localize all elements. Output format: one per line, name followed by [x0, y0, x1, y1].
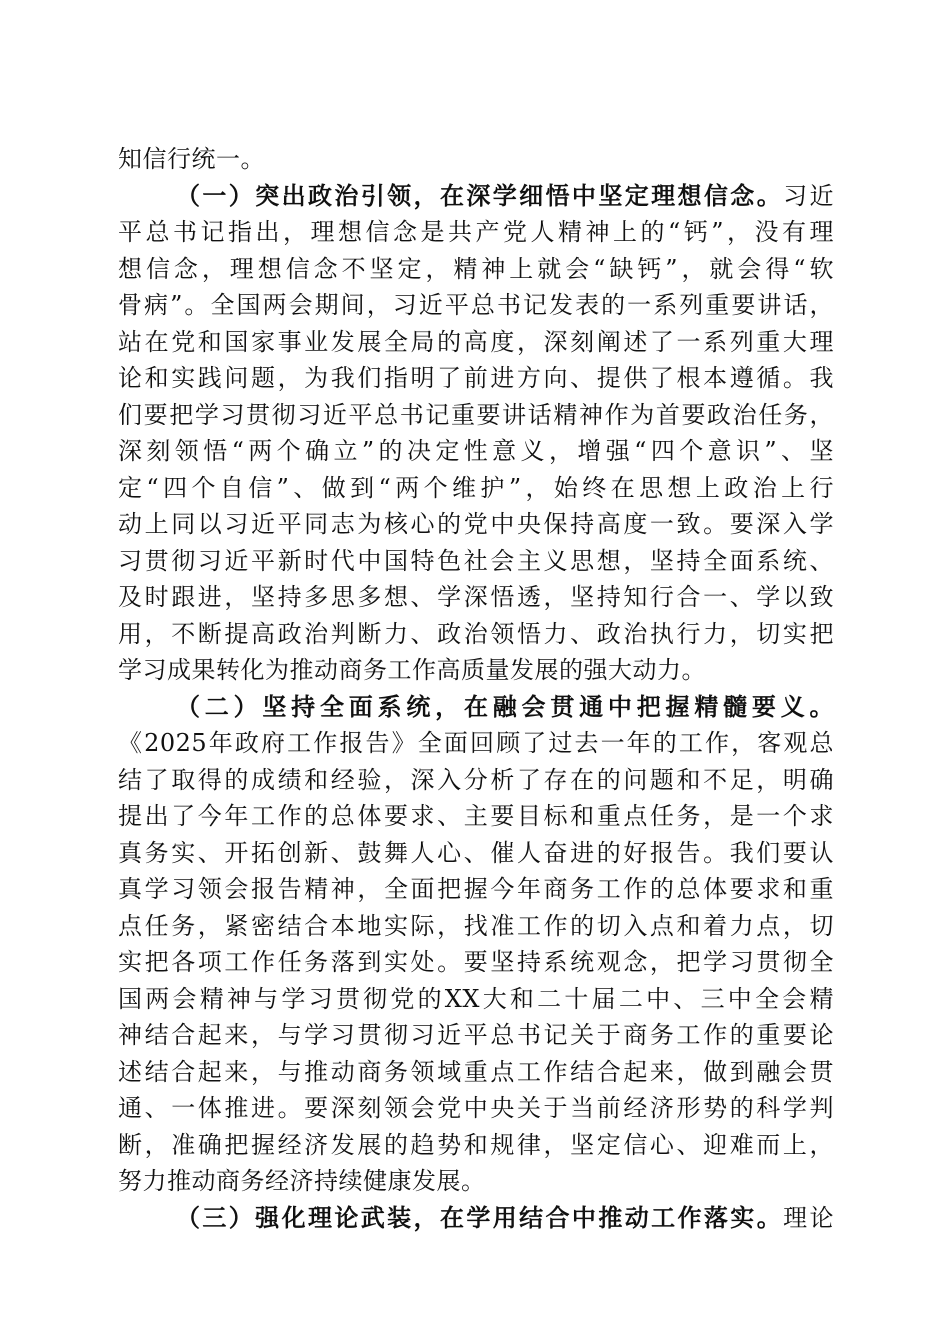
text-line: 实把各项工作任务落到实处。要坚持系统观念，把学习贯彻全 — [118, 948, 834, 976]
text-line: 努力推动商务经济持续健康发展。 — [118, 1167, 486, 1195]
text-line: 用，不断提高政治判断力、政治领悟力、政治执行力，切实把 — [118, 619, 834, 648]
text-line: 知信行统一。 — [118, 145, 265, 173]
text-line: 及时跟进，坚持多思多想、学深悟透，坚持知行合一、学以致 — [118, 583, 834, 611]
heading-line — [118, 1200, 834, 1237]
text-line: 深刻领悟“两个确立”的决定性意义，增强“四个意识”、坚 — [118, 437, 834, 465]
text-line: 提出了今年工作的总体要求、主要目标和重点任务，是一个求 — [118, 802, 834, 830]
text-line: 们要把学习贯彻习近平总书记重要讲话精神作为首要政治任务， — [118, 400, 834, 429]
text-span: 理论 — [783, 1203, 835, 1232]
text-line: 述结合起来，与推动商务领域重点工作结合起来，做到融会贯 — [118, 1057, 834, 1086]
text-line: 想信念，理想信念不坚定，精神上就会“缺钙”，就会得“软 — [118, 254, 834, 283]
text-line: 真务实、开拓创新、鼓舞人心、催人奋进的好报告。我们要认 — [118, 838, 834, 867]
section-heading: （三）强化理论武装，在学用结合中推动工作落实。 — [176, 1202, 784, 1232]
section-heading: （二）坚持全面系统，在融会贯通中把握精髓要义。 — [176, 691, 834, 721]
text-line: 站在党和国家事业发展全局的高度，深刻阐述了一系列重大理 — [118, 327, 834, 356]
text-line: 国两会精神与学习贯彻党的XX大和二十届二中、三中全会精 — [118, 984, 834, 1013]
text-line: 学习成果转化为推动商务工作高质量发展的强大动力。 — [118, 656, 706, 684]
text-span: 习近 — [783, 181, 835, 210]
text-line: 骨病”。全国两会期间，习近平总书记发表的一系列重要讲话， — [118, 291, 834, 319]
text-line: 定“四个自信”、做到“两个维护”，始终在思想上政治上行 — [118, 473, 834, 502]
text-line: 断，准确把握经济发展的趋势和规律，坚定信心、迎难而上， — [118, 1130, 834, 1159]
text-line: 《2025年政府工作报告》全面回顾了过去一年的工作，客观总 — [118, 729, 834, 757]
text-line: 点任务，紧密结合本地实际，找准工作的切入点和着力点，切 — [118, 911, 834, 940]
document-page — [118, 141, 834, 1236]
heading-line — [118, 178, 834, 215]
text-line: 习贯彻习近平新时代中国特色社会主义思想，坚持全面系统、 — [118, 546, 834, 575]
heading-line — [118, 689, 834, 726]
text-line: 通、一体推进。要深刻领会党中央关于当前经济形势的科学判 — [118, 1094, 834, 1122]
text-line: 结了取得的成绩和经验，深入分析了存在的问题和不足，明确 — [118, 765, 834, 794]
text-line: 动上同以习近平同志为核心的党中央保持高度一致。要深入学 — [118, 510, 834, 538]
text-line: 论和实践问题，为我们指明了前进方向、提供了根本遵循。我 — [118, 364, 834, 392]
section-heading: （一）突出政治引领，在深学细悟中坚定理想信念。 — [176, 180, 784, 210]
text-line: 平总书记指出，理想信念是共产党人精神上的“钙”，没有理 — [118, 218, 834, 246]
text-line: 真学习领会报告精神，全面把握今年商务工作的总体要求和重 — [118, 875, 834, 903]
text-line: 神结合起来，与学习贯彻习近平总书记关于商务工作的重要论 — [118, 1021, 834, 1049]
